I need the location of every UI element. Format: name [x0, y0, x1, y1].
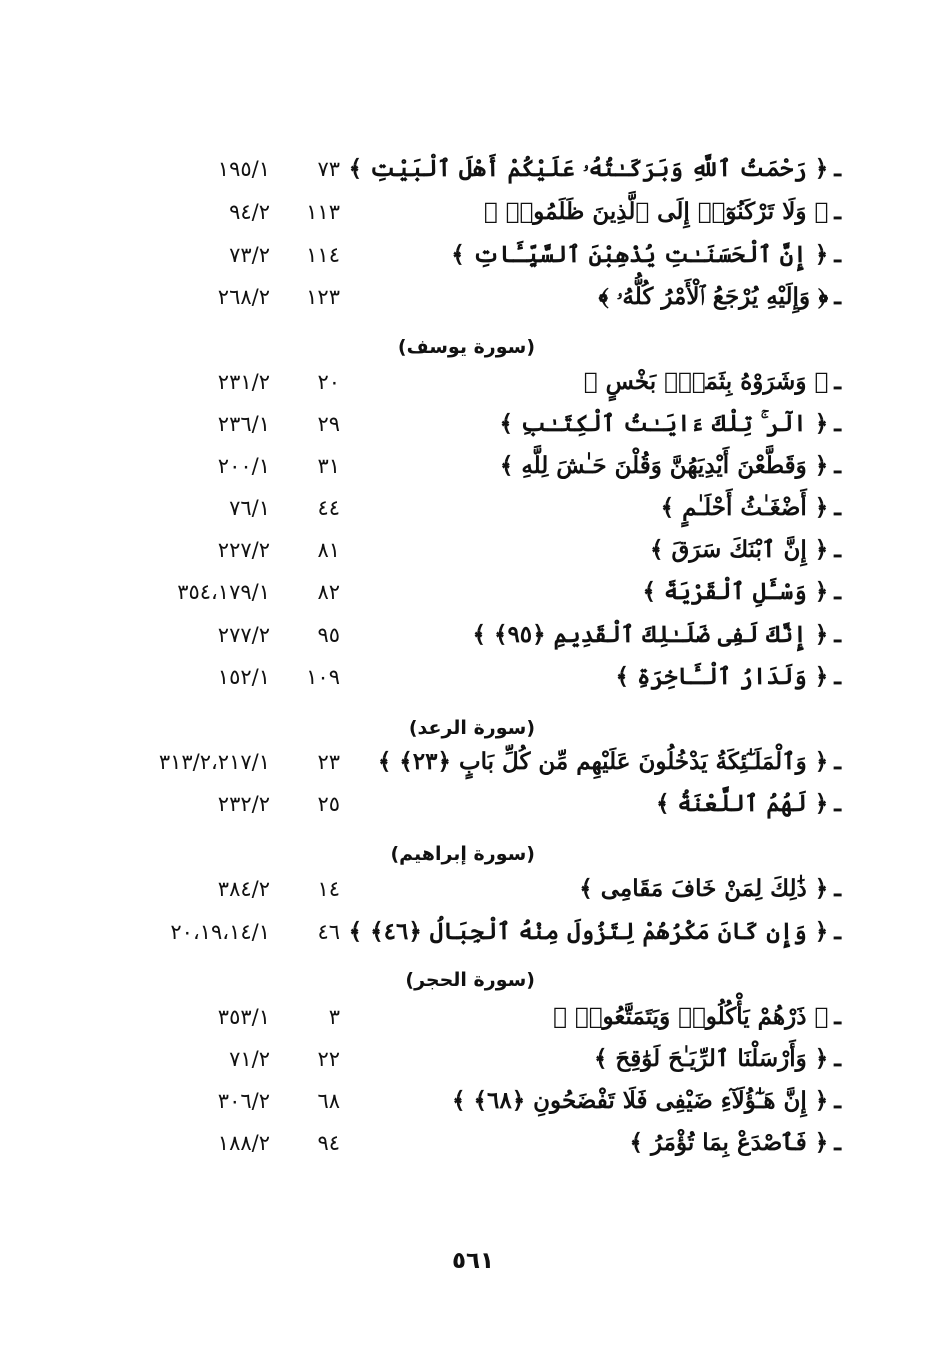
page-reference: ٧١/٢ [229, 1047, 270, 1071]
page-reference: ٢٠،١٩،١٤/١ [170, 920, 270, 944]
surah-heading: (سورة الرعد) [408, 717, 535, 739]
page-reference: ٣١٣/٢،٢١٧/١ [158, 750, 270, 774]
bullet-dash: ـ [834, 1045, 841, 1072]
page-reference: ٧٣/٢ [229, 243, 270, 267]
verse-text: ﴿ إِنَّ ٱلْحَسَنَـٰتِ يُذْهِبْنَ ٱلسَّيِّـَٔاتِ ﴾ [451, 241, 829, 268]
page-reference: ٢٣١/٢ [217, 370, 270, 394]
verse-text: ﴿ لَهُمُ ٱللَّعْنَةُ ﴾ [655, 790, 829, 817]
bullet-dash: ـ [834, 155, 841, 182]
page-number: ٥٦١ [451, 1248, 495, 1274]
ayah-number: ١٠٩ [306, 665, 340, 689]
page-reference: ٢٣٢/٢ [217, 792, 270, 816]
bullet-dash: ـ [834, 875, 841, 902]
bullet-dash: ـ [834, 198, 841, 225]
page-reference: ٢٣٦/١ [217, 412, 270, 436]
ayah-number: ٢٥ [317, 792, 340, 816]
page-reference: ٢٢٧/٢ [217, 538, 270, 562]
bullet-dash: ـ [834, 452, 841, 479]
ayah-number: ٨٢ [317, 580, 340, 604]
ayah-number: ٣ [328, 1005, 340, 1029]
verse-text: ﴿ الٓر ۚ تِلْكَ ءَايَـٰتُ ٱلْكِتَـٰبِ ﴾ [499, 410, 829, 437]
verse-text: ﴿ وَأَرْسَلْنَا ٱلرِّيَـٰحَ لَوَٰقِحَ ﴾ [593, 1045, 829, 1072]
ayah-number: ٤٦ [317, 920, 340, 944]
page-reference: ٢٠٠/١ [217, 454, 270, 478]
page-reference: ٣٥٣/١ [217, 1005, 270, 1029]
verse-text: ﴿ وَلَدَارُ ٱلْـَٔاخِرَةِ ﴾ [615, 663, 829, 690]
index-row [0, 198, 946, 240]
verse-text: ﴿ وَإِلَيْهِ يُرْجَعُ ٱلْأَمْرُ كُلُّهُۥ ﴾ [598, 283, 829, 310]
page-reference: ٢٦٨/٢ [217, 285, 270, 309]
bullet-dash: ـ [834, 918, 841, 945]
ayah-number: ٢٠ [317, 370, 340, 394]
surah-heading: (سورة إبراهيم) [390, 843, 535, 865]
bullet-dash: ـ [834, 1087, 841, 1114]
page-reference: ١٥٢/١ [217, 665, 270, 689]
bullet-dash: ـ [834, 1003, 841, 1030]
page-reference: ١٨٨/٢ [217, 1131, 270, 1155]
page-reference: ٢٧٧/٢ [217, 623, 270, 647]
index-row [0, 1045, 946, 1087]
index-row [0, 748, 946, 790]
index-row [0, 155, 946, 197]
surah-heading: (سورة الحجر) [405, 969, 535, 991]
bullet-dash: ـ [834, 578, 841, 605]
bullet-dash: ـ [834, 494, 841, 521]
verse-text: ﴿ وَقَطَّعْنَ أَيْدِيَهُنَّ وَقُلْنَ حَـٰشَ لِلَّهِ ﴾ [499, 452, 829, 479]
bullet-dash: ـ [834, 368, 841, 395]
bullet-dash: ـ [834, 241, 841, 268]
index-row [0, 494, 946, 536]
bullet-dash: ـ [834, 410, 841, 437]
index-row [0, 621, 946, 663]
index-row [0, 452, 946, 494]
verse-text: ﴿ وَٱلْمَلَـٰٓئِكَةُ يَدْخُلُونَ عَلَيْهِم مِّن كُلِّ بَابٍ ﴿٢٣﴾ ﴾ [377, 748, 829, 775]
page-reference: ٧٦/١ [229, 496, 270, 520]
index-row [0, 1087, 946, 1129]
index-row [0, 578, 946, 620]
ayah-number: ٨١ [317, 538, 340, 562]
page-reference: ١٩٥/١ [217, 157, 270, 181]
verse-text: ﴿ رَحْمَتُ ٱللَّهِ وَبَرَكَـٰتُهُۥ عَلَيْكُمْ أَهْلَ ٱلْبَيْتِ ﴾ [348, 155, 829, 182]
page-reference: ٣٥٤،١٧٩/١ [177, 580, 270, 604]
ayah-number: ٦٨ [317, 1089, 340, 1113]
ayah-number: ١١٤ [306, 243, 340, 267]
bullet-dash: ـ [834, 536, 841, 563]
index-row [0, 875, 946, 917]
index-row [0, 790, 946, 832]
page-reference: ٣٠٦/٢ [217, 1089, 270, 1113]
index-row [0, 918, 946, 960]
bullet-dash: ـ [834, 790, 841, 817]
verse-text: ﴿ إِنَّ ٱبْنَكَ سَرَقَ ﴾ [649, 536, 829, 563]
verse-text: ﴿ وَسْـَٔلِ ٱلْقَرْيَةَ ﴾ [642, 578, 829, 605]
verse-text: ﴿ ذَٰلِكَ لِمَنْ خَافَ مَقَامِى ﴾ [579, 875, 829, 902]
ayah-number: ٩٥ [317, 623, 340, 647]
ayah-number: ٩٤ [317, 1131, 340, 1155]
verse-text: ﴿ وَلَا تَرْكَنُوٓا۟ إِلَى ٱلَّذِينَ ظَلَمُوا۟ ﴾ [483, 198, 829, 225]
index-row [0, 283, 946, 325]
surah-heading: (سورة يوسف) [397, 336, 535, 358]
verse-text: ﴿ أَضْغَـٰثُ أَحْلَـٰمٍ ﴾ [660, 494, 829, 521]
bullet-dash: ـ [834, 663, 841, 690]
verse-text: ﴿ فَٱصْدَعْ بِمَا تُؤْمَرُ ﴾ [629, 1129, 829, 1156]
verse-text: ﴿ وَإِن كَانَ مَكْرُهُمْ لِتَزُولَ مِنْهُ ٱلْجِبَالُ ﴿٤٦﴾ ﴾ [348, 918, 829, 945]
bullet-dash: ـ [834, 283, 841, 310]
index-row [0, 663, 946, 705]
page-reference: ٩٤/٢ [229, 200, 270, 224]
ayah-number: ٢٢ [317, 1047, 340, 1071]
ayah-number: ٧٣ [317, 157, 340, 181]
ayah-number: ٢٣ [317, 750, 340, 774]
index-row [0, 536, 946, 578]
index-row [0, 368, 946, 410]
ayah-number: ٣١ [317, 454, 340, 478]
bullet-dash: ـ [834, 621, 841, 648]
verse-text: ﴿ إِنَّ هَـٰٓؤُلَآءِ ضَيْفِى فَلَا تَفْضَحُونِ ﴿٦٨﴾ ﴾ [452, 1087, 829, 1114]
bullet-dash: ـ [834, 1129, 841, 1156]
ayah-number: ١١٣ [306, 200, 340, 224]
verse-text: ﴿ ذَرْهُمْ يَأْكُلُوا۟ وَيَتَمَتَّعُوا۟ ﴾ [553, 1003, 829, 1030]
ayah-number: ١٤ [317, 877, 340, 901]
index-row [0, 1129, 946, 1171]
index-row [0, 1003, 946, 1045]
verse-text: ﴿ إِنَّكَ لَفِى ضَلَـٰلِكَ ٱلْقَدِيمِ ﴿٩٥﴾ ﴾ [472, 621, 829, 648]
ayah-number: ١٢٣ [306, 285, 340, 309]
ayah-number: ٤٤ [317, 496, 340, 520]
index-row [0, 410, 946, 452]
index-row [0, 241, 946, 283]
bullet-dash: ـ [834, 748, 841, 775]
page-reference: ٣٨٤/٢ [217, 877, 270, 901]
ayah-number: ٢٩ [317, 412, 340, 436]
verse-text: ﴿ وَشَرَوْهُ بِثَمَنٍۭ بَخْسٍ ﴾ [583, 368, 829, 395]
